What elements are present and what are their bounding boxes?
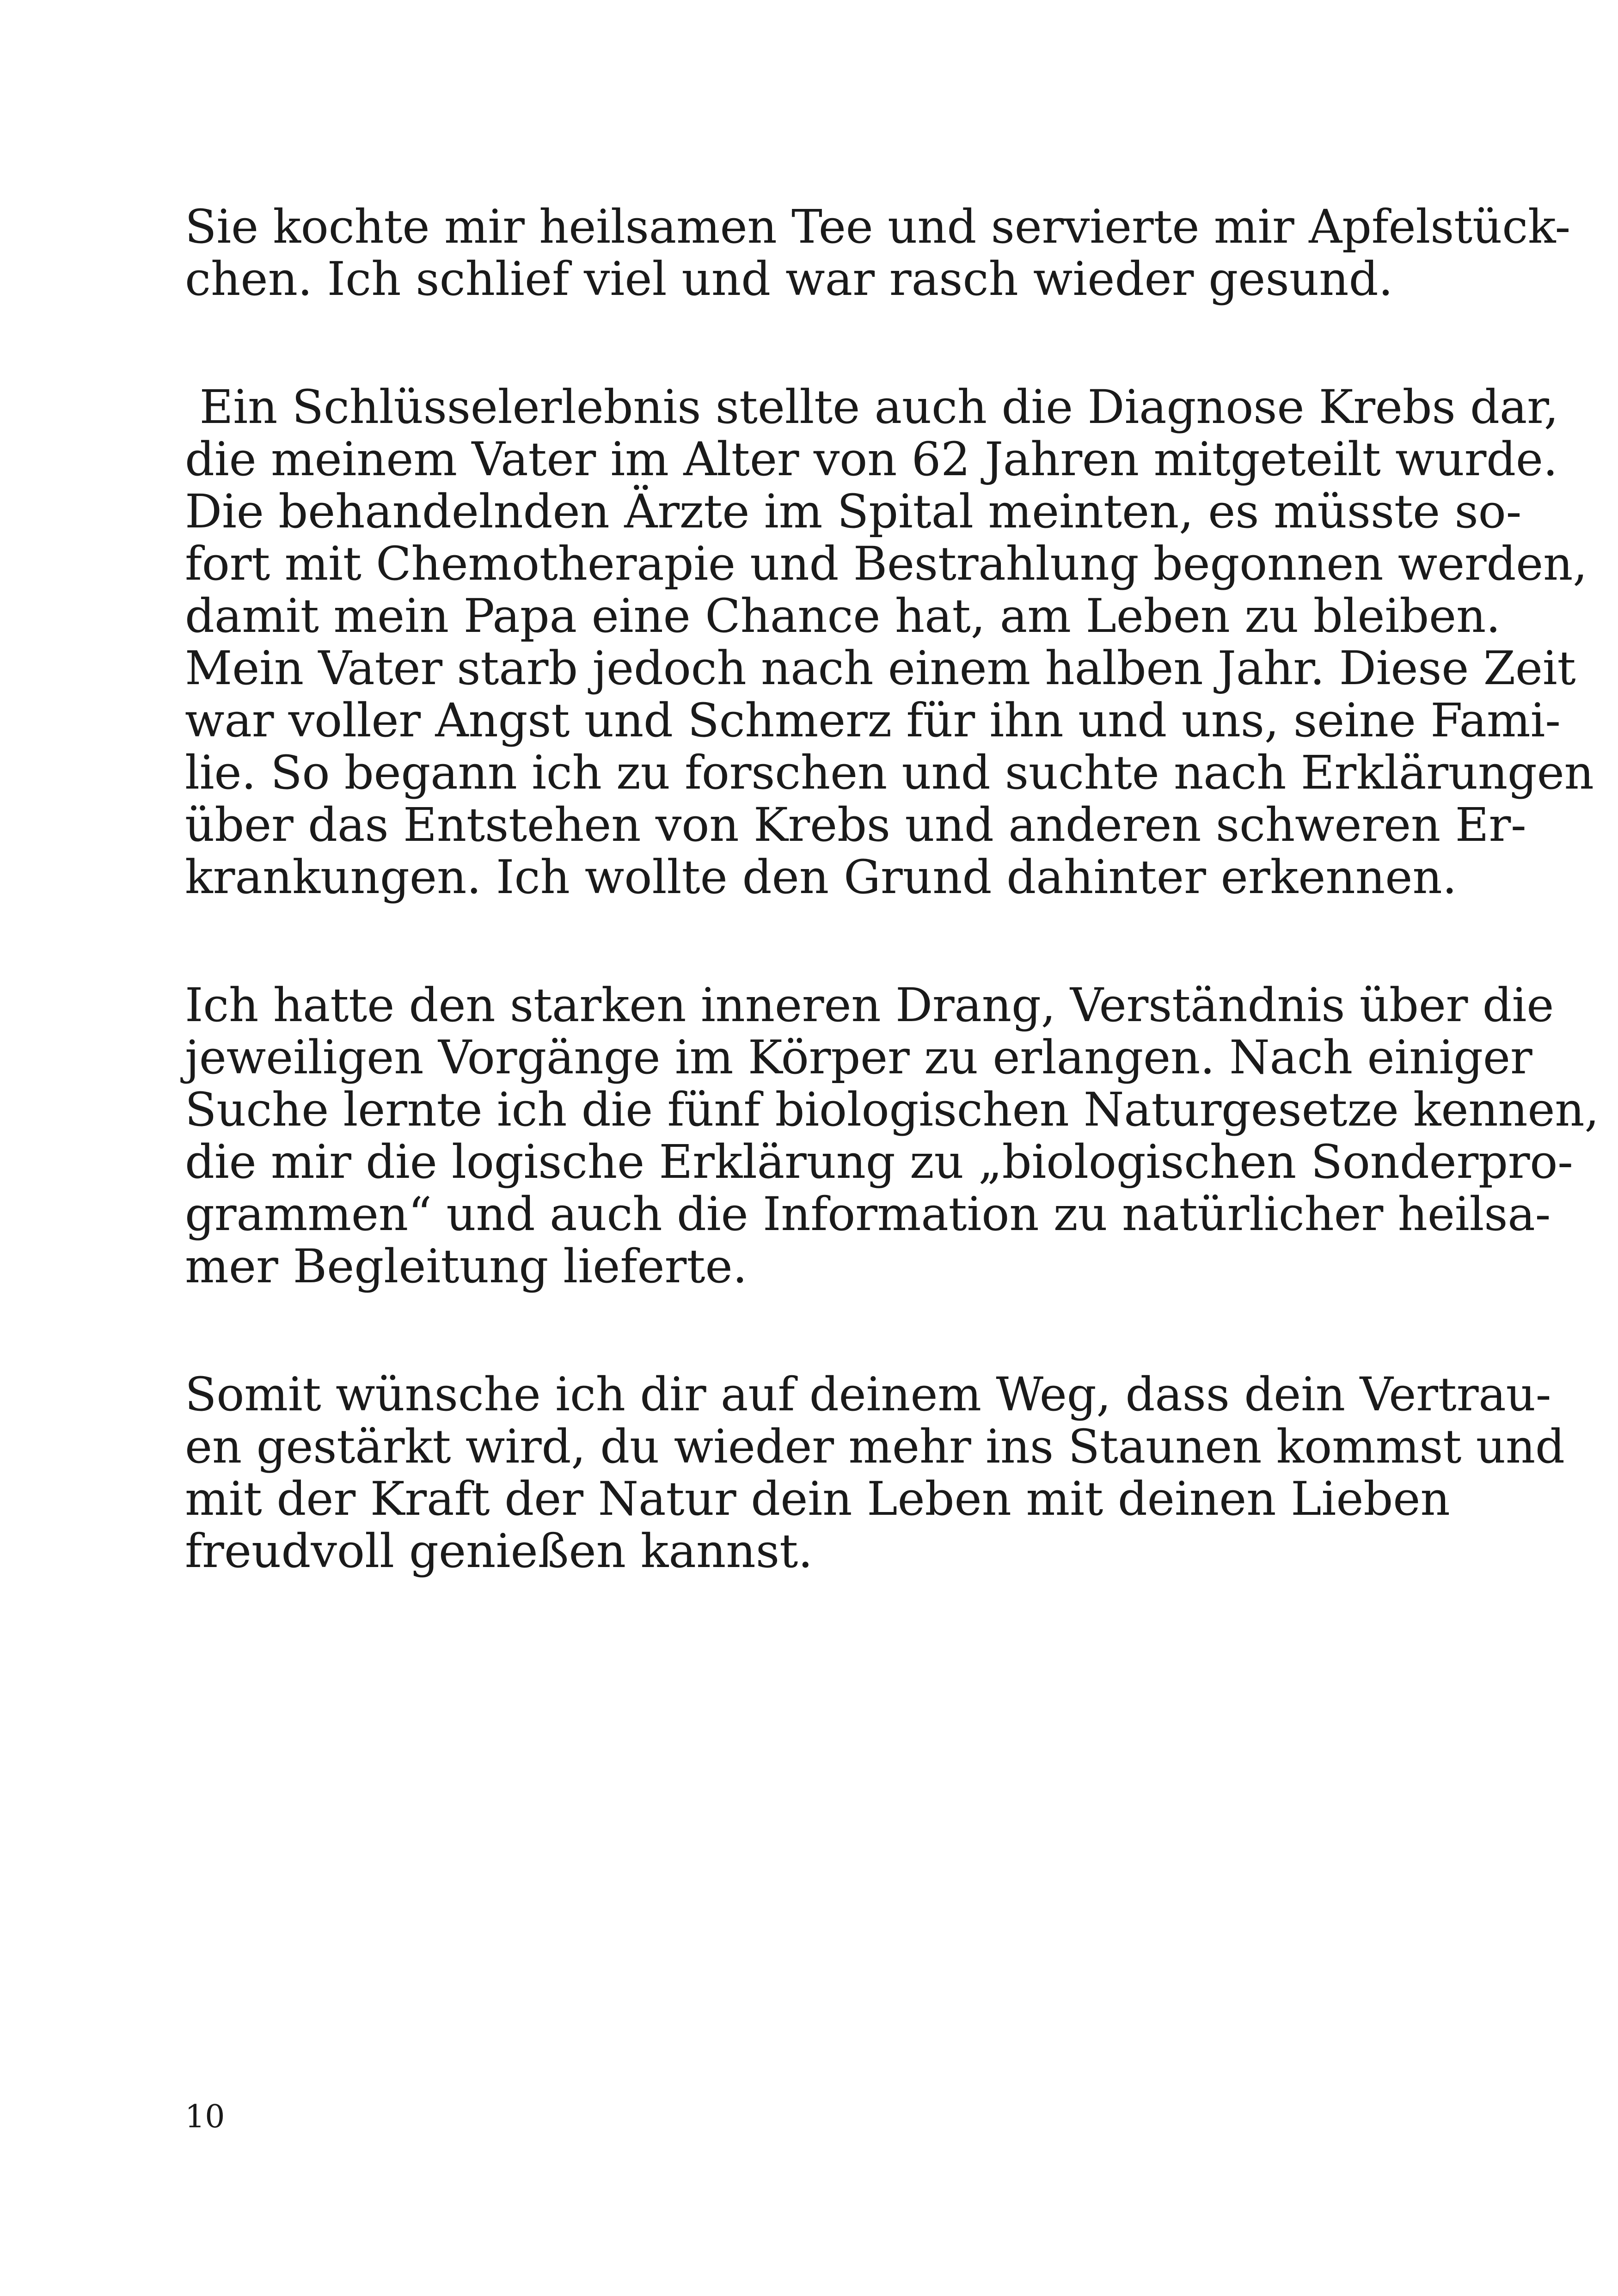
text-line: die mir die logische Erklärung zu „biologischen Sonderpro- xyxy=(185,1135,1573,1189)
text-line: Die behandelnden Ärzte im Spital meinten, es müsste so- xyxy=(185,484,1522,539)
paragraph-gap xyxy=(185,305,1388,381)
body-text xyxy=(185,200,1599,1578)
text-line: jeweiligen Vorgänge im Körper zu erlangen. Nach einiger xyxy=(185,1030,1532,1084)
text-line: mer Begleitung lieferte. xyxy=(185,1239,748,1293)
text-line: damit mein Papa eine Chance hat, am Leben zu bleiben. xyxy=(185,589,1501,643)
paragraph-gap xyxy=(185,1292,1388,1368)
text-line: Ich hatte den starken inneren Drang, Verständnis über die xyxy=(185,978,1554,1032)
paragraph-1 xyxy=(185,200,1571,306)
text-line: lie. So begann ich zu forschen und suchte nach Erklärungen xyxy=(185,746,1594,800)
text-line: freudvoll genießen kannst. xyxy=(185,1524,813,1578)
page-number: 10 xyxy=(185,2099,225,2135)
text-line: Mein Vater starb jedoch nach einem halben Jahr. Diese Zeit xyxy=(185,641,1576,695)
paragraph-4 xyxy=(185,1367,1565,1578)
text-line: Somit wünsche ich dir auf deinem Weg, dass dein Vertrau- xyxy=(185,1367,1551,1421)
text-line: krankungen. Ich wollte den Grund dahinter erkennen. xyxy=(185,850,1457,904)
text-line: grammen“ und auch die Information zu natürlicher heilsa- xyxy=(185,1187,1551,1241)
text-line: Ein Schlüsselerlebnis stellte auch die Diagnose Krebs dar, xyxy=(185,380,1559,434)
paragraph-gap xyxy=(185,903,1388,979)
text-line: chen. Ich schlief viel und war rasch wieder gesund. xyxy=(185,252,1393,306)
text-line: über das Entstehen von Krebs und anderen schweren Er- xyxy=(185,798,1526,852)
text-line: Sie kochte mir heilsamen Tee und servierte mir Apfelstück- xyxy=(185,200,1571,254)
text-line: die meinem Vater im Alter von 62 Jahren mitgeteilt wurde. xyxy=(185,432,1558,486)
paragraph-3 xyxy=(185,978,1599,1293)
text-line: en gestärkt wird, du wieder mehr ins Staunen kommst und xyxy=(185,1420,1565,1474)
paragraph-2 xyxy=(185,380,1594,904)
text-line: mit der Kraft der Natur dein Leben mit deinen Lieben xyxy=(185,1472,1450,1526)
text-line: war voller Angst und Schmerz für ihn und uns, seine Fami- xyxy=(185,693,1561,747)
text-line: fort mit Chemotherapie und Bestrahlung begonnen werden, xyxy=(185,537,1587,591)
text-line: Suche lernte ich die fünf biologischen Naturgesetze kennen, xyxy=(185,1083,1599,1137)
